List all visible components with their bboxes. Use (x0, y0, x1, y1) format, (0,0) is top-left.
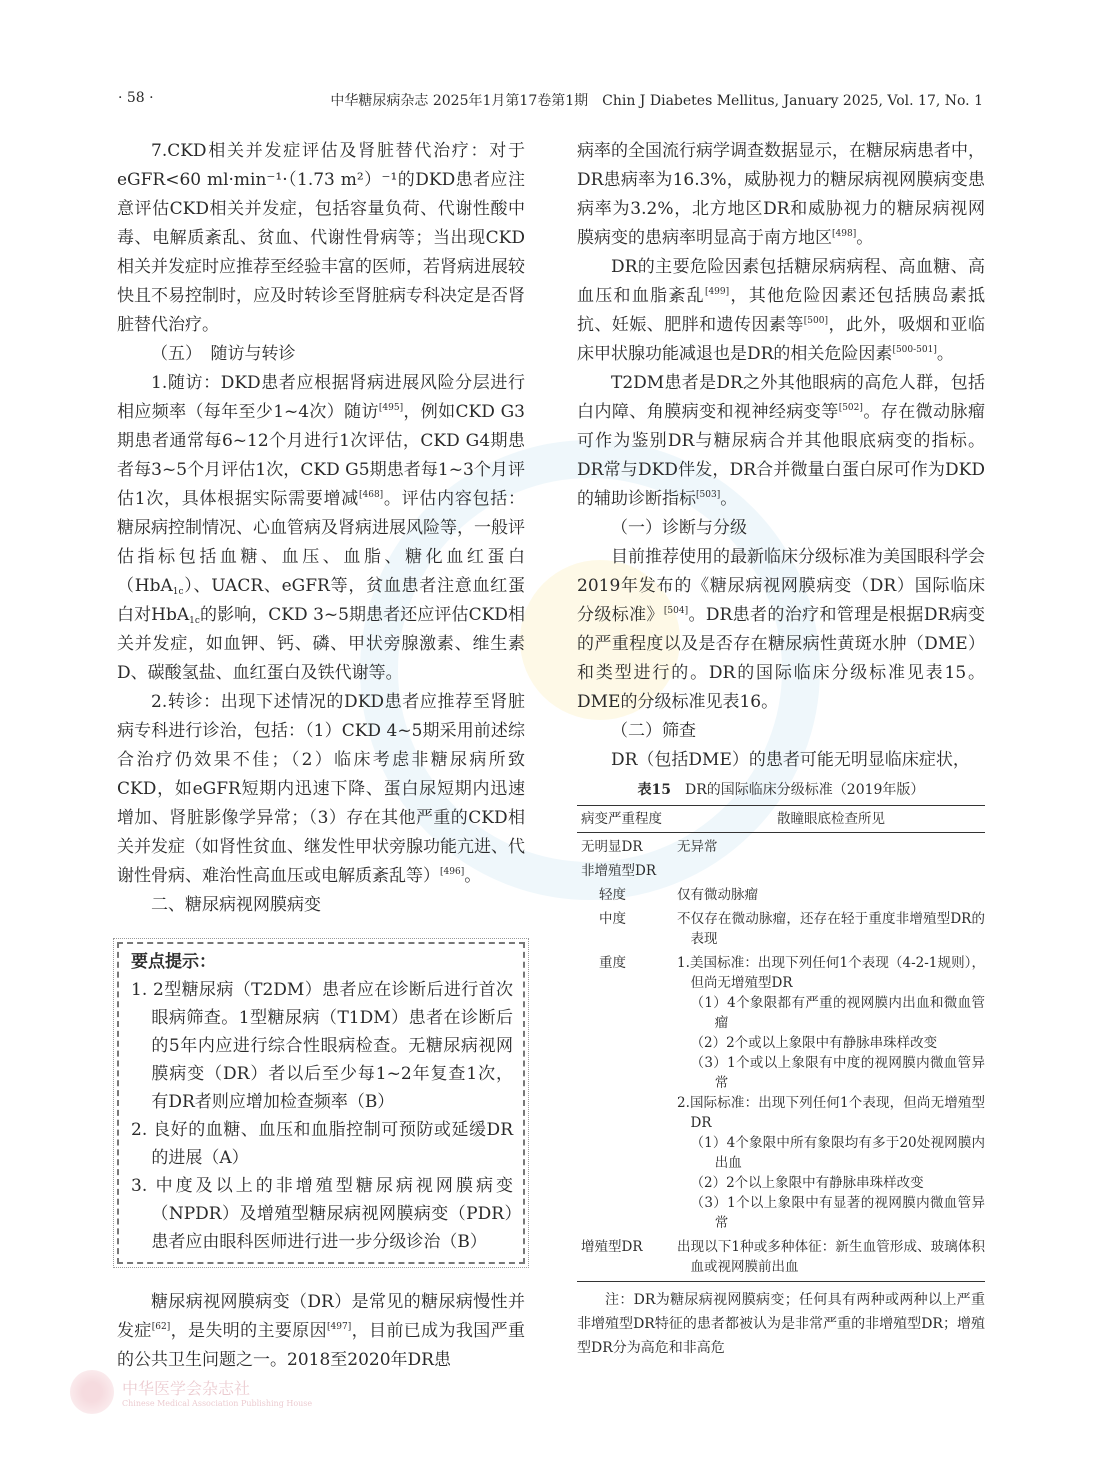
left-column (117, 137, 525, 1375)
text-run: T2DM患者是DR之外其他眼病的高危人群，包括白内障、角膜病变和视神经病变等 (577, 373, 985, 422)
key-points-box (117, 942, 525, 1264)
paragraph (117, 137, 525, 340)
paragraph (577, 746, 985, 775)
finding-line: （2）2个以上象限中有静脉串珠样改变 (690, 1175, 924, 1191)
citation-ref: [62] (151, 1322, 171, 1332)
subscript: 1c (172, 587, 184, 597)
findings-cell (677, 953, 985, 1233)
section-heading: （一）诊断与分级 (611, 518, 747, 538)
severity-cell: 重度 (599, 955, 626, 971)
key-points-title: 要点提示： (131, 952, 216, 972)
finding-line: （1）4个象限都有严重的视网膜内出血和微血管瘤 (690, 995, 985, 1031)
table-row (577, 861, 985, 881)
text-run: 目前推荐使用的最新临床分级标准为美国眼科学会2019年发布的《糖尿病视网膜病变（DR）国际临床分级标准》 (577, 547, 985, 625)
finding-line: 2.国际标准：出现下列任何1个表现，但尚无增殖型DR (677, 1095, 985, 1131)
column-header: 病变严重程度 (581, 811, 662, 827)
paragraph (117, 688, 525, 891)
finding-line: 出现以下1种或多种体征：新生血管形成、玻璃体积血或视网膜前出血 (677, 1239, 985, 1275)
findings-cell (677, 837, 985, 857)
page-number: · 58 · (118, 90, 154, 106)
text-run: DR（包括DME）的患者可能无明显临床症状， (611, 750, 970, 770)
severity-cell: 增殖型DR (581, 1239, 643, 1255)
text-run: 。存在微动脉瘤可作为鉴别DR与糖尿病合并其他眼底病变的指标。DR常与DKD伴发，DR合并微量白蛋白尿可作为DKD的辅助诊断指标 (577, 402, 986, 509)
citation-ref: [504] (663, 606, 689, 616)
table-row (577, 1237, 985, 1277)
citation-ref: [498] (832, 229, 857, 239)
text-run: ，目前已成为我国严重的公共卫生问题之一。2018至2020年DR患 (117, 1321, 526, 1370)
severity-cell: 轻度 (599, 887, 626, 903)
findings-cell (677, 861, 985, 881)
table-caption (577, 779, 985, 801)
dr-grading-table (577, 805, 985, 1282)
table-row (577, 909, 985, 949)
paragraph (577, 137, 985, 253)
citation-ref: [468] (358, 490, 384, 500)
key-point-item: 2. 良好的血糖、血压和血脂控制可预防或延缓DR的进展（A） (131, 1120, 513, 1168)
citation-ref: [500] (803, 316, 828, 326)
finding-line: （1）4个象限中所有象限均有多于20处视网膜内出血 (690, 1135, 985, 1171)
finding-line: （3）1个以上象限中有显著的视网膜内微血管异常 (690, 1195, 985, 1231)
text-run: 2.转诊：出现下述情况的DKD患者应推荐至肾脏病专科进行诊治，包括：（1）CKD 4~5期采用前述综合治疗仍效果不佳；（2）临床考虑非糖尿病所致CKD，如eGFR短期内迅速下降、蛋白尿短期内迅速增加、肾脏影像学异常；（3）存在其他严重的CKD相关并发症（如肾性贫血、继发性甲状旁腺功能亢进、代谢性骨病、难治性高血压或电解质紊乱等） (117, 692, 525, 886)
finding-line: 仅有微动脉瘤 (677, 887, 758, 903)
finding-line: （3）1个或以上象限有中度的视网膜内微血管异常 (690, 1055, 985, 1091)
table-row (577, 953, 985, 1233)
publisher-logo (70, 1370, 312, 1414)
severity-cell: 非增殖型DR (581, 863, 656, 879)
citation-ref: [496] (440, 867, 465, 877)
section-heading: 二、糖尿病视网膜病变 (151, 895, 321, 915)
subscript: 1c (189, 616, 200, 626)
running-header: 中华糖尿病杂志 2025年1月第17卷第1期 Chin J Diabetes Mellitus, January 2025, Vol. 17, No. 1 (330, 93, 983, 109)
text-run: ）、UACR、eGFR等，贫血患者注意血红蛋白对HbA (117, 576, 526, 625)
text-run: 7.CKD相关并发症评估及肾脏替代治疗：对于eGFR<60 ml·min⁻¹·（1.73 m²）⁻¹的DKD患者应注意评估CKD相关并发症，包括容量负荷、代谢性酸中毒、电解质紊乱、贫血、代谢性骨病等；当出现CKD相关并发症时应推荐至经验丰富的医师，若肾病进展较快且不易控制时，应及时转诊至肾脏病专科决定是否肾脏替代治疗。 (117, 141, 525, 335)
findings-cell (677, 909, 985, 949)
text-run: ，例如CKD G3期患者通常每6~12个月进行1次评估，CKD G4期患者每3~5个月评估1次，CKD G5期患者每1~3个月评估1次，具体根据实际需要增减 (117, 402, 525, 509)
text-run: 。 (936, 344, 954, 364)
paragraph (577, 253, 985, 369)
flower-logo-icon (70, 1370, 114, 1414)
finding-line: 无异常 (677, 839, 718, 855)
paragraph (577, 543, 985, 717)
text-run: 1.随访：DKD患者应根据肾病进展风险分层进行相应频率（每年至少1~4次）随访 (117, 373, 525, 422)
finding-line: 不仅存在微动脉瘤，还存在轻于重度非增殖型DR的表现 (677, 911, 985, 947)
text-run: 病率的全国流行病学调查数据显示，在糖尿病患者中，DR患病率为16.3%，威胁视力的糖尿病视网膜病变患病率为3.2%，北方地区DR和威胁视力的糖尿病视网膜病变的患病率明显高于南方地区 (577, 141, 985, 248)
citation-ref: [500-501] (892, 345, 937, 355)
table-note: 注：DR为糖尿病视网膜病变；任何具有两种或两种以上严重非增殖型DR特征的患者都被认为是非常严重的非增殖型DR；增殖型DR分为高危和非高危 (577, 1292, 985, 1356)
paragraph (117, 1288, 525, 1375)
right-column (577, 137, 985, 1360)
table-header-row (577, 806, 985, 833)
text-run: 。 (856, 228, 874, 248)
paragraph (117, 369, 525, 688)
citation-ref: [503] (696, 490, 721, 500)
text-run: ，是失明的主要原因 (170, 1321, 328, 1341)
findings-cell (677, 885, 985, 905)
citation-ref: [495] (378, 403, 404, 413)
section-heading: （五） 随访与转诊 (151, 344, 296, 364)
text-run: 。DR患者的治疗和管理是根据DR病变的严重程度以及是否存在糖尿病性黄斑水肿（DME）和类型进行的。DR的国际临床分级标准见表15。DME的分级标准见表16。 (577, 605, 986, 712)
text-run: 。 (720, 489, 738, 509)
findings-cell (677, 1237, 985, 1277)
section-heading: （二）筛查 (611, 721, 696, 741)
text-run: 。 (464, 866, 482, 886)
publisher-name-cn: 中华医学会杂志社 (122, 1379, 251, 1398)
finding-line: （2）2个或以上象限中有静脉串珠样改变 (690, 1035, 938, 1051)
paragraph (577, 369, 985, 514)
citation-ref: [499] (704, 287, 730, 297)
citation-ref: [502] (838, 403, 863, 413)
key-point-item: 1. 2型糖尿病（T2DM）患者应在诊断后进行首次眼病筛查。1型糖尿病（T1DM）患者在诊断后的5年内应进行综合性眼病检查。无糖尿病视网膜病变（DR）者以后至少每1~2年复查1次，有DR者则应增加检查频率（B） (131, 980, 513, 1112)
text-run: DR的主要危险因素包括糖尿病病程、高血糖、高血压和血脂紊乱 (577, 257, 985, 306)
citation-ref: [497] (327, 1322, 352, 1332)
text-run: ，其他危险因素还包括胰岛素抵抗、妊娠、肥胖和遗传因素等 (577, 286, 986, 335)
text-run: ，此外，吸烟和亚临床甲状腺功能减退也是DR的相关危险因素 (577, 315, 986, 364)
text-run: 糖尿病视网膜病变（DR）是常见的糖尿病慢性并发症 (117, 1292, 525, 1341)
key-point-item: 3. 中度及以上的非增殖型糖尿病视网膜病变（NPDR）及增殖型糖尿病视网膜病变（PDR）患者应由眼科医师进行进一步分级诊治（B） (131, 1176, 513, 1252)
publisher-name-en: Chinese Medical Association Publishing House (122, 1399, 313, 1408)
table-body (577, 837, 985, 1277)
table-row (577, 885, 985, 905)
column-header: 散瞳眼底检查所见 (777, 811, 885, 827)
finding-line: 1.美国标准：出现下列任何1个表现（4-2-1规则），但尚无增殖型DR (677, 955, 985, 991)
table-title: DR的国际临床分级标准（2019年版） (685, 782, 925, 798)
table-row (577, 837, 985, 857)
text-run: 的影响，CKD 3~5期患者还应评估CKD相关并发症，如血钾、钙、磷、甲状旁腺激素、维生素D、碳酸氢盐、血红蛋白及铁代谢等。 (117, 605, 525, 683)
table-label: 表15 (637, 782, 672, 798)
severity-cell: 中度 (599, 911, 626, 927)
text-run: 。评估内容包括：糖尿病控制情况、心血管病及肾病进展风险等，一般评估指标包括血糖、血压、血脂、糖化血红蛋白（HbA (117, 489, 525, 596)
severity-cell: 无明显DR (581, 839, 643, 855)
